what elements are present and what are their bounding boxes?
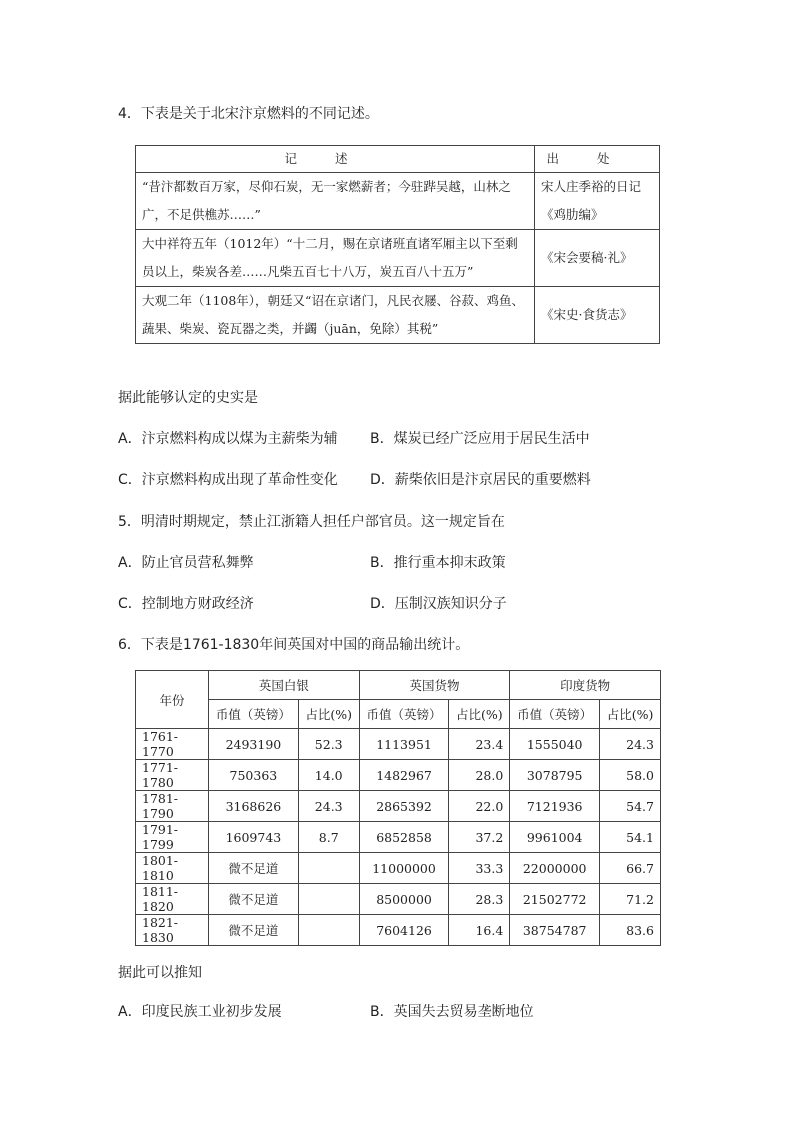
- table-row: [136, 760, 661, 791]
- q6-cell-p3: 71.2: [600, 884, 661, 915]
- table-row: [136, 822, 661, 853]
- q6-cell-v3: 7121936: [510, 791, 600, 822]
- q6-sub-value: 币值（英镑）: [359, 700, 449, 729]
- q6-cell-v1: 750363: [209, 760, 299, 791]
- q6-cell-p2: 16.4: [449, 915, 510, 946]
- q6-cell-v1: 2493190: [209, 729, 299, 760]
- q4-row-1-line2: 广，不足供樵苏……”: [142, 207, 261, 222]
- q6-cell-p1: 14.0: [298, 760, 359, 791]
- q5-option-c[interactable]: C．控制地方财政经济: [118, 596, 254, 612]
- q6-cell-p2: 22.0: [449, 791, 510, 822]
- q6-cell-p2: 33.3: [449, 853, 510, 884]
- q6-cell-year: 1761-1770: [136, 729, 209, 760]
- q6-group-uk-goods: 英国货物: [359, 671, 510, 700]
- q4-row-3-line2: 蔬果、柴炭、瓷瓦器之类，并蠲（juān，免除）其税”: [142, 321, 439, 336]
- q6-cell-p1: 52.3: [298, 729, 359, 760]
- q6-cell-p1: 24.3: [298, 791, 359, 822]
- q6-table: [135, 670, 661, 946]
- q6-cell-v3: 22000000: [510, 853, 600, 884]
- table-row: [136, 853, 661, 884]
- q6-cell-v2: 1113951: [359, 729, 449, 760]
- q6-cell-v3: 3078795: [510, 760, 600, 791]
- q6-cell-year: 1821-1830: [136, 915, 209, 946]
- q4-table: [135, 145, 660, 344]
- q4-option-b[interactable]: B．煤炭已经广泛应用于居民生活中: [370, 431, 590, 447]
- q6-cell-p2: 28.0: [449, 760, 510, 791]
- q6-cell-p3: 24.3: [600, 729, 661, 760]
- q4-row-1-line1: “昔汴都数百万家，尽仰石炭，无一家燃薪者；今驻跸吴越，山林之: [142, 179, 511, 194]
- q6-cell-v3: 9961004: [510, 822, 600, 853]
- q6-cell-v3: 21502772: [510, 884, 600, 915]
- q6-cell-p3: 58.0: [600, 760, 661, 791]
- q5-stem: 5．明清时期规定，禁止江浙籍人担任户部官员。这一规定旨在: [118, 514, 505, 530]
- q6-cell-p2: 23.4: [449, 729, 510, 760]
- q6-group-silver: 英国白银: [209, 671, 360, 700]
- q6-cell-p3: 66.7: [600, 853, 661, 884]
- q4-row-2-line2: 员以上，柴炭各差……凡柴五百七十八万，炭五百八十五万”: [142, 264, 474, 279]
- q6-sub-pct: 占比(%): [600, 700, 661, 729]
- q6-stem: 6．下表是1761-1830年间英国对中国的商品输出统计。: [118, 637, 470, 653]
- table-row: [136, 791, 661, 822]
- q4-option-d[interactable]: D．薪柴依旧是汴京居民的重要燃料: [370, 472, 591, 488]
- q5-option-a[interactable]: A．防止官员营私舞弊: [118, 555, 254, 571]
- q4-option-c[interactable]: C．汴京燃料构成出现了革命性变化: [118, 472, 338, 488]
- q5-option-d[interactable]: D．压制汉族知识分子: [370, 596, 507, 612]
- q5-option-b[interactable]: B．推行重本抑末政策: [370, 555, 506, 571]
- q6-cell-p1: 8.7: [298, 822, 359, 853]
- q6-cell-v1: 微不足道: [209, 915, 299, 946]
- q4-row-3-line1: 大观二年（1108年），朝廷又“诏在京诸门，凡民衣屦、谷菽、鸡鱼、: [142, 293, 524, 308]
- q6-sub-value: 币值（英镑）: [209, 700, 299, 729]
- q4-row-3-text: [136, 287, 535, 344]
- q6-cell-year: 1771-1780: [136, 760, 209, 791]
- q6-cell-p3: 83.6: [600, 915, 661, 946]
- q6-cell-v3: 1555040: [510, 729, 600, 760]
- q6-sub-pct: 占比(%): [298, 700, 359, 729]
- q6-cell-p2: 28.3: [449, 884, 510, 915]
- q6-cell-v2: 1482967: [359, 760, 449, 791]
- q6-cell-v3: 38754787: [510, 915, 600, 946]
- q6-cell-year: 1801-1810: [136, 853, 209, 884]
- q6-cell-v1: 1609743: [209, 822, 299, 853]
- q4-row-2-line1: 大中祥符五年（1012年）“十二月，赐在京诸班直诸军厢主以下至剩: [142, 236, 518, 251]
- q6-prompt: 据此可以推知: [118, 965, 202, 981]
- q4-row-1-source: [535, 173, 660, 230]
- q6-year-header: 年份: [136, 671, 209, 729]
- q6-cell-v2: 6852858: [359, 822, 449, 853]
- q6-sub-pct: 占比(%): [449, 700, 510, 729]
- q6-cell-v1: 微不足道: [209, 884, 299, 915]
- q4-row-1-src2: 《鸡肋编》: [541, 207, 604, 222]
- q6-cell-v2: 11000000: [359, 853, 449, 884]
- q6-cell-v2: 8500000: [359, 884, 449, 915]
- q4-header-source: 出处: [535, 146, 660, 173]
- table-row: [136, 729, 661, 760]
- q6-cell-p1: [298, 884, 359, 915]
- q4-option-a[interactable]: A．汴京燃料构成以煤为主薪柴为辅: [118, 431, 338, 447]
- q4-stem: 4．下表是关于北宋汴京燃料的不同记述。: [118, 106, 379, 122]
- q4-row-3-source: 《宋史·食货志》: [535, 287, 660, 344]
- q6-cell-year: 1781-1790: [136, 791, 209, 822]
- q6-cell-p1: [298, 915, 359, 946]
- q6-cell-p3: 54.7: [600, 791, 661, 822]
- table-row: [136, 915, 661, 946]
- table-row: [136, 884, 661, 915]
- q6-cell-p3: 54.1: [600, 822, 661, 853]
- q6-sub-value: 币值（英镑）: [510, 700, 600, 729]
- q6-group-india-goods: 印度货物: [510, 671, 661, 700]
- q4-row-2-text: [136, 230, 535, 287]
- q6-option-b[interactable]: B．英国失去贸易垄断地位: [370, 1004, 534, 1020]
- q4-header-text: 记述: [136, 146, 535, 173]
- q6-cell-p2: 37.2: [449, 822, 510, 853]
- q6-cell-v1: 3168626: [209, 791, 299, 822]
- q6-cell-v2: 7604126: [359, 915, 449, 946]
- q4-prompt: 据此能够认定的史实是: [118, 390, 258, 406]
- q6-cell-v1: 微不足道: [209, 853, 299, 884]
- q6-option-a[interactable]: A．印度民族工业初步发展: [118, 1004, 282, 1020]
- q6-cell-year: 1811-1820: [136, 884, 209, 915]
- q6-cell-v2: 2865392: [359, 791, 449, 822]
- q6-cell-p1: [298, 853, 359, 884]
- q4-row-1-src1: 宋人庄季裕的日记: [541, 179, 642, 194]
- q6-cell-year: 1791-1799: [136, 822, 209, 853]
- q4-row-2-source: 《宋会要稿·礼》: [535, 230, 660, 287]
- q4-row-1-text: [136, 173, 535, 230]
